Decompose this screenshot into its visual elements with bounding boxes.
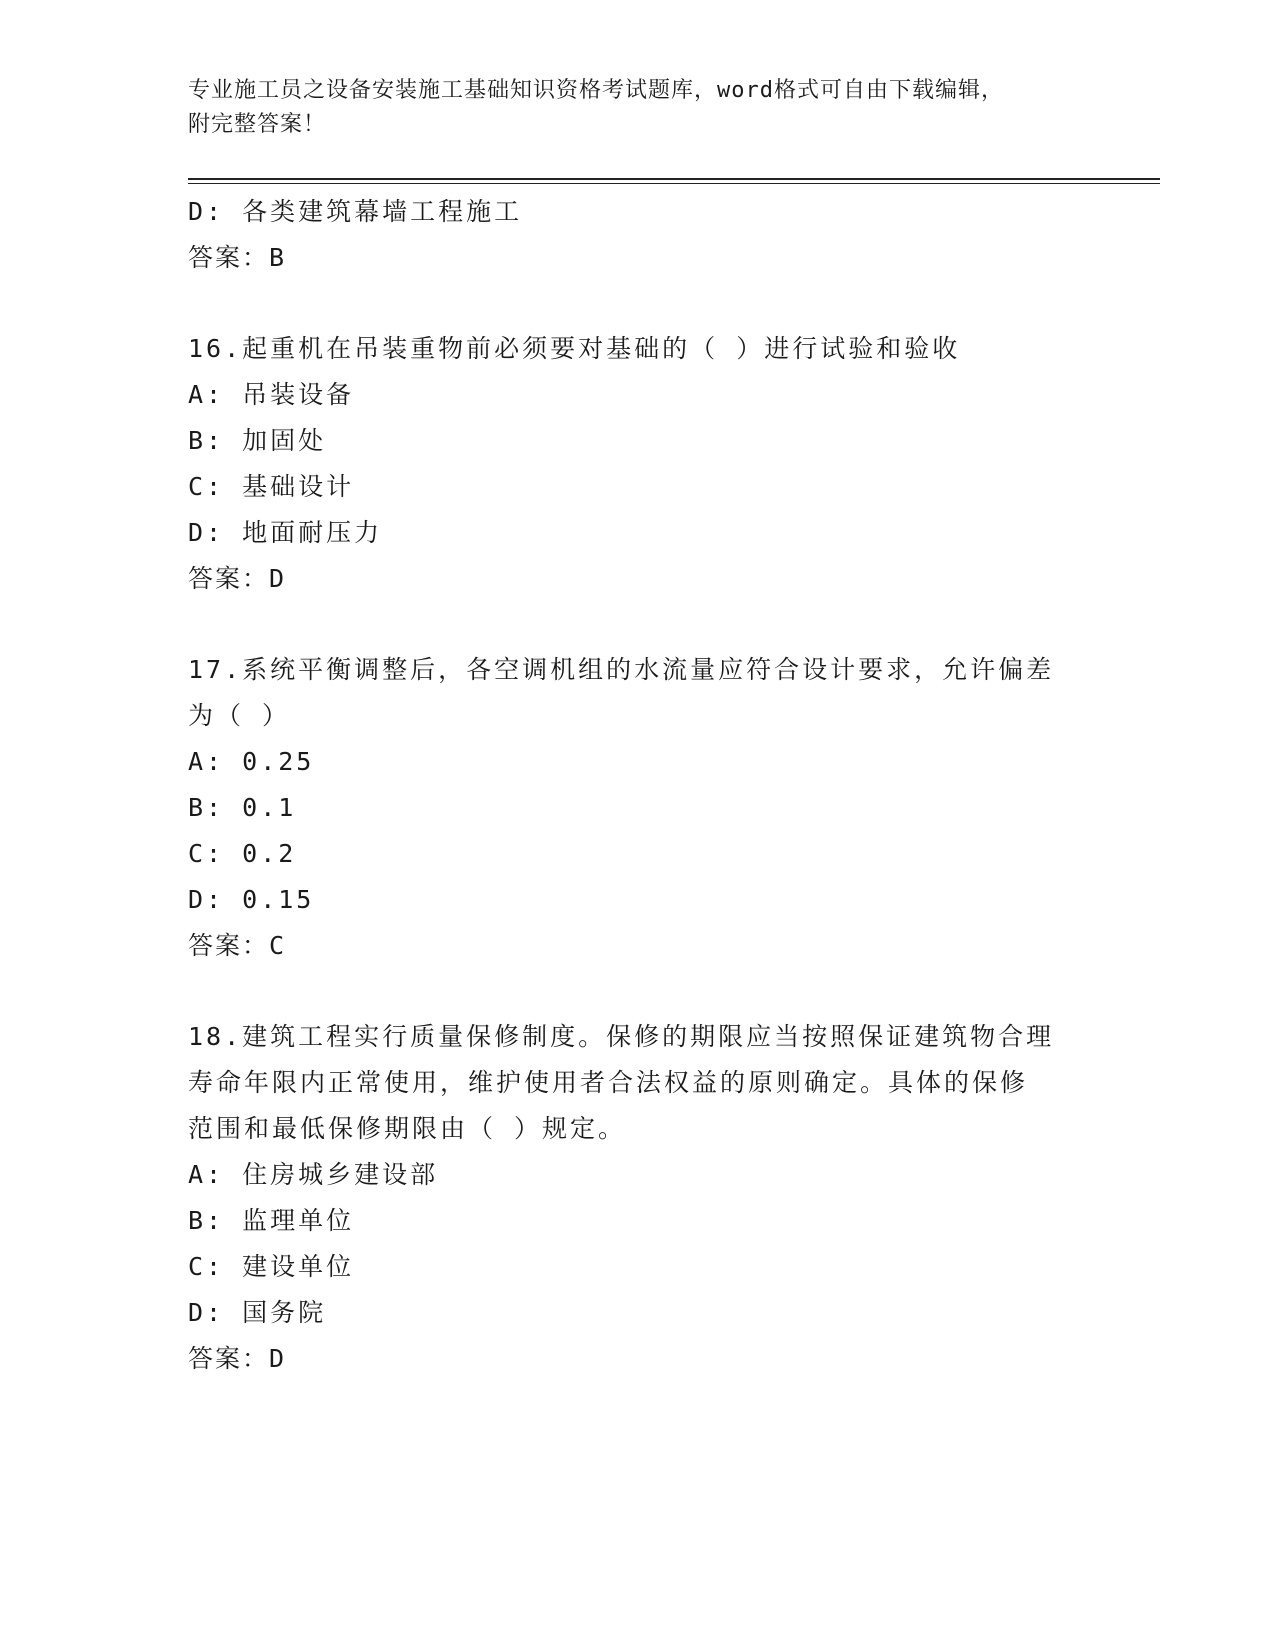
question-text: 范围和最低保修期限由（ ）规定。 <box>188 1114 627 1143</box>
header-divider-thin <box>188 183 1160 184</box>
option-b: B: 0.1 <box>188 793 297 822</box>
spacer <box>188 602 1088 647</box>
spacer <box>188 969 1088 1014</box>
header-line-1: 专业施工员之设备安装施工基础知识资格考试题库，word格式可自由下载编辑， <box>188 78 1004 103</box>
header-divider-thick <box>188 178 1160 180</box>
option-a: A: 吊装设备 <box>188 380 355 409</box>
question-text: 寿命年限内正常使用，维护使用者合法权益的原则确定。具体的保修 <box>188 1068 1029 1097</box>
question-text: 17.系统平衡调整后，各空调机组的水流量应符合设计要求，允许偏差 <box>188 655 1055 684</box>
answer-text: 答案：C <box>188 931 287 960</box>
option-a: A: 住房城乡建设部 <box>188 1160 439 1189</box>
answer-text: 答案：D <box>188 1344 287 1373</box>
question-text: 为（ ） <box>188 701 291 730</box>
option-d: D: 各类建筑幕墙工程施工 <box>188 197 523 226</box>
option-c: C: 0.2 <box>188 839 297 868</box>
option-c: C: 建设单位 <box>188 1252 355 1281</box>
question-18 <box>188 1014 1088 1382</box>
question-list <box>188 189 1088 1382</box>
answer-text: 答案：D <box>188 564 287 593</box>
document-header <box>188 74 1068 142</box>
option-c: C: 基础设计 <box>188 472 355 501</box>
question-text: 18.建筑工程实行质量保修制度。保修的期限应当按照保证建筑物合理 <box>188 1022 1055 1051</box>
option-b: B: 加固处 <box>188 426 327 455</box>
option-d: D: 地面耐压力 <box>188 518 383 547</box>
answer-text: 答案：B <box>188 243 287 272</box>
question-16 <box>188 326 1088 602</box>
option-d: D: 国务院 <box>188 1298 327 1327</box>
option-d: D: 0.15 <box>188 885 315 914</box>
option-b: B: 监理单位 <box>188 1206 355 1235</box>
spacer <box>188 281 1088 326</box>
header-line-2: 附完整答案！ <box>188 112 327 137</box>
question-17 <box>188 647 1088 969</box>
option-a: A: 0.25 <box>188 747 315 776</box>
question-text: 16.起重机在吊装重物前必须要对基础的（ ）进行试验和验收 <box>188 334 961 363</box>
